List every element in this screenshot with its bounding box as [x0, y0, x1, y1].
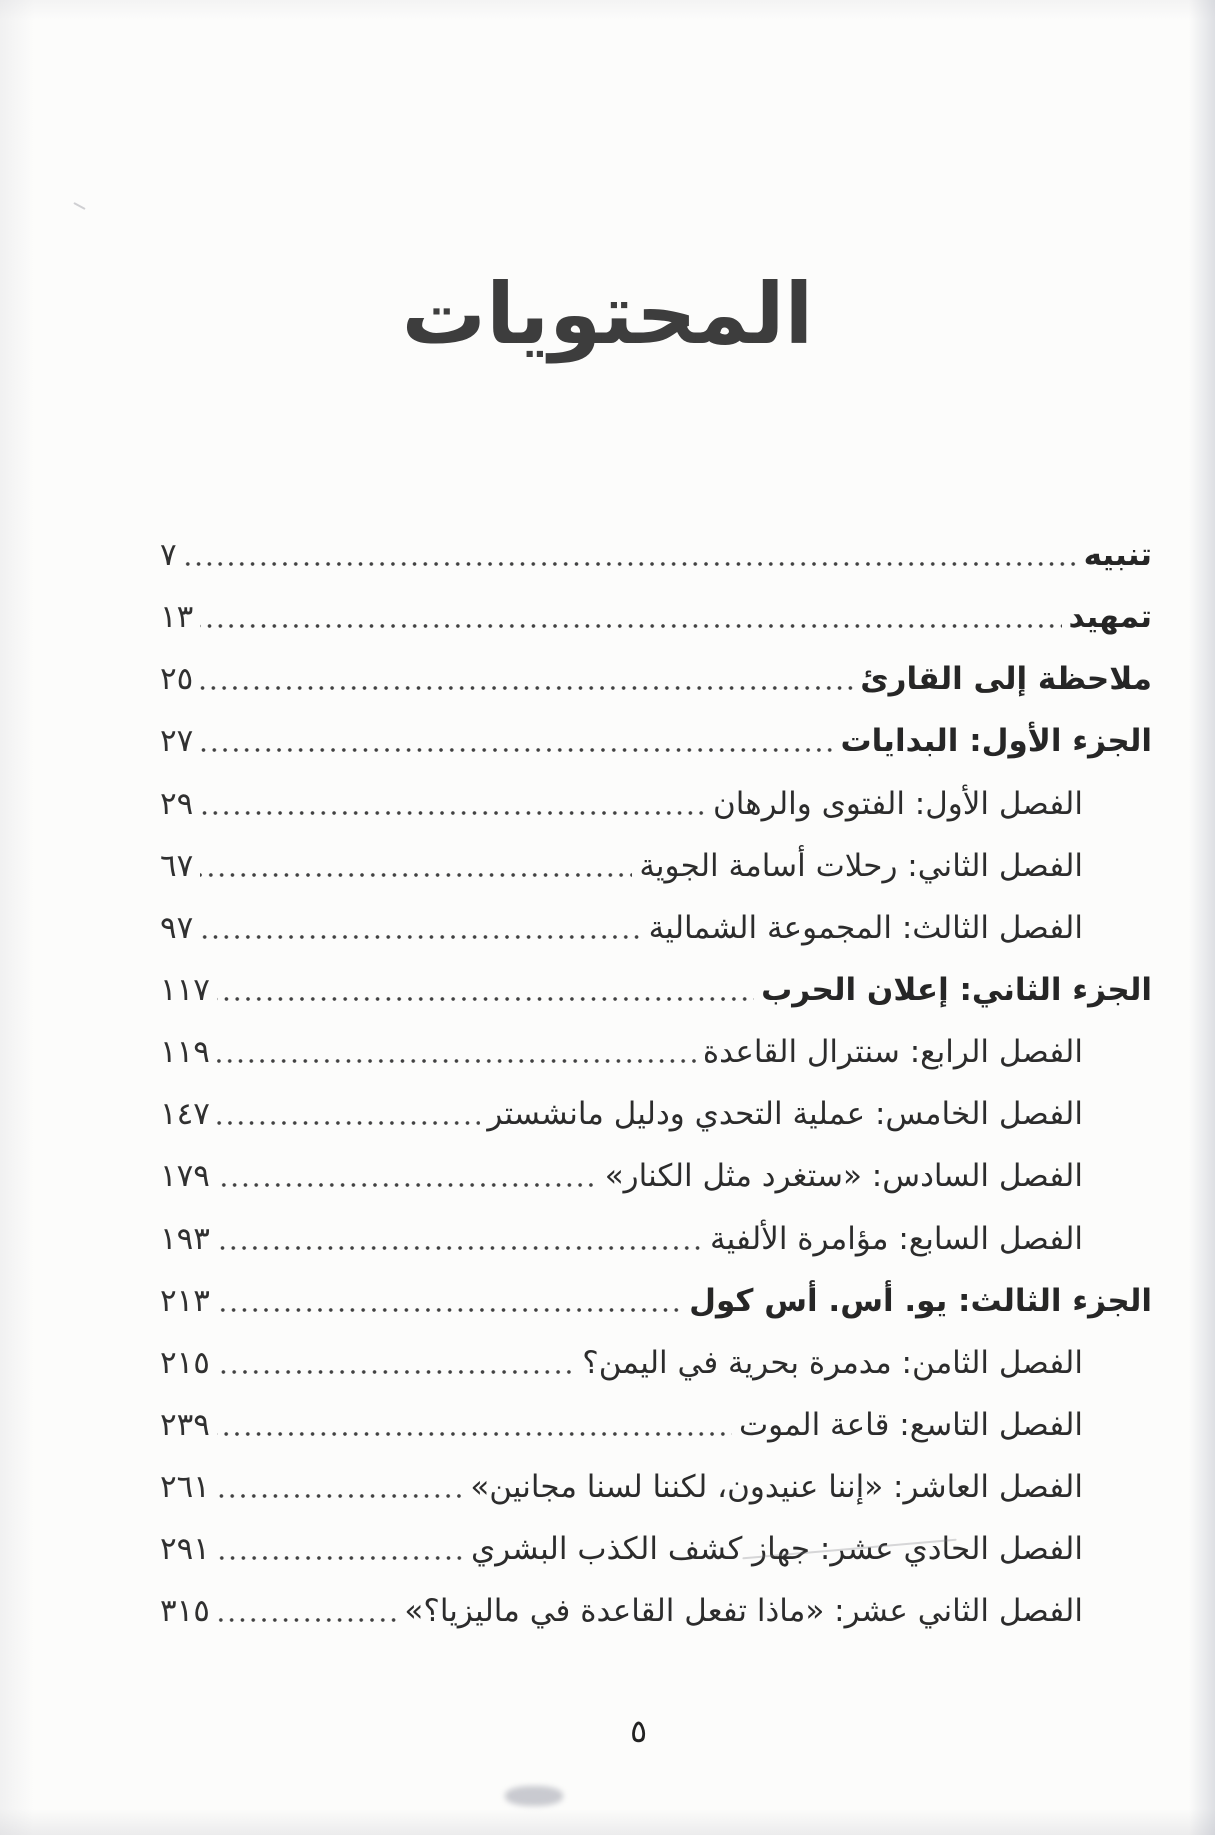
toc-entry-label: الفصل الخامس: عملية التحدي ودليل مانشستر — [487, 1096, 1083, 1133]
dot-leader — [200, 621, 1061, 631]
toc-entry-page-number: ١٣ — [160, 599, 194, 636]
toc-entry-label: الفصل الأول: الفتوى والرهان — [713, 785, 1083, 822]
dot-leader — [184, 559, 1077, 569]
scan-artifact-tick — [73, 202, 85, 210]
toc-entry-label: الجزء الأول: البدايات — [840, 723, 1152, 760]
toc-row — [160, 524, 1152, 586]
dot-leader — [217, 1180, 598, 1190]
toc-entry-label: تنبيه — [1083, 537, 1152, 574]
toc-row — [160, 1518, 1152, 1580]
toc-entry-page-number: ٢١٣ — [160, 1282, 210, 1319]
toc-list — [160, 524, 1152, 1643]
toc-entry-label: تمهيد — [1068, 599, 1152, 636]
dot-leader — [217, 994, 754, 1004]
toc-row — [160, 959, 1152, 1021]
dot-leader — [217, 1056, 696, 1066]
dot-leader — [200, 808, 706, 818]
toc-row — [160, 1270, 1152, 1332]
toc-entry-page-number: ٣١٥ — [160, 1593, 210, 1630]
toc-row — [160, 1456, 1152, 1518]
toc-row — [160, 1332, 1152, 1394]
toc-row — [160, 1580, 1152, 1642]
toc-entry-label: الفصل السادس: «ستغرد مثل الكنار» — [604, 1158, 1083, 1195]
toc-entry-label: الفصل العاشر: «إننا عنيدون، لكننا لسنا مجانين» — [470, 1469, 1083, 1506]
toc-entry-label: الفصل الثاني: رحلات أسامة الجوية — [639, 847, 1083, 884]
toc-entry-page-number: ٢٥ — [160, 661, 194, 698]
toc-row — [160, 897, 1152, 959]
scan-artifact-smudge — [505, 1786, 563, 1806]
dot-leader — [217, 1429, 732, 1439]
dot-leader — [200, 683, 853, 693]
toc-entry-label: الفصل السابع: مؤامرة الألفية — [710, 1220, 1083, 1257]
toc-entry-page-number: ٢١٥ — [160, 1344, 210, 1381]
dot-leader — [217, 1491, 463, 1501]
toc-entry-page-number: ٢٧ — [160, 723, 194, 760]
dot-leader — [217, 1305, 682, 1315]
dot-leader — [217, 1118, 480, 1128]
toc-entry-page-number: ٢٣٩ — [160, 1407, 210, 1444]
page-title: المحتويات — [401, 265, 814, 363]
toc-entry-page-number: ٢٦١ — [160, 1469, 210, 1506]
toc-row — [160, 1021, 1152, 1083]
toc-entry-page-number: ١٩٣ — [160, 1220, 210, 1257]
toc-row — [160, 1145, 1152, 1207]
folio-page-number: ٥ — [630, 1712, 648, 1750]
dot-leader — [200, 745, 833, 755]
dot-leader — [200, 932, 641, 942]
toc-entry-label: الفصل الرابع: سنترال القاعدة — [702, 1034, 1083, 1071]
toc-entry-label: الفصل الحادي عشر: جهاز كشف الكذب البشري — [471, 1531, 1083, 1568]
dot-leader — [217, 1367, 575, 1377]
toc-row — [160, 1083, 1152, 1145]
toc-row — [160, 710, 1152, 772]
toc-row — [160, 1394, 1152, 1456]
dot-leader — [217, 1615, 397, 1625]
toc-entry-label: الفصل الثامن: مدمرة بحرية في اليمن؟ — [582, 1344, 1083, 1381]
toc-row — [160, 586, 1152, 648]
toc-entry-page-number: ٩٧ — [160, 909, 194, 946]
toc-entry-label: الجزء الثاني: إعلان الحرب — [761, 972, 1152, 1009]
toc-entry-page-number: ٦٧ — [160, 847, 194, 884]
toc-entry-page-number: ٢٩ — [160, 785, 194, 822]
toc-entry-page-number: ٧ — [160, 537, 177, 574]
toc-row — [160, 835, 1152, 897]
dot-leader — [217, 1243, 703, 1253]
toc-entry-page-number: ١١٧ — [160, 972, 210, 1009]
toc-entry-label: ملاحظة إلى القارئ — [860, 661, 1152, 698]
toc-row — [160, 648, 1152, 710]
toc-entry-page-number: ١١٩ — [160, 1034, 210, 1071]
toc-row — [160, 773, 1152, 835]
toc-entry-page-number: ٢٩١ — [160, 1531, 210, 1568]
toc-entry-page-number: ١٧٩ — [160, 1158, 210, 1195]
dot-leader — [217, 1553, 464, 1563]
toc-entry-label: الفصل التاسع: قاعة الموت — [739, 1407, 1083, 1444]
toc-entry-label: الجزء الثالث: يو. أس. أس كول — [689, 1282, 1152, 1319]
toc-row — [160, 1208, 1152, 1270]
toc-entry-label: الفصل الثالث: المجموعة الشمالية — [648, 909, 1083, 946]
toc-entry-page-number: ١٤٧ — [160, 1096, 210, 1133]
toc-entry-label: الفصل الثاني عشر: «ماذا تفعل القاعدة في ماليزيا؟» — [404, 1593, 1083, 1630]
dot-leader — [200, 870, 632, 880]
